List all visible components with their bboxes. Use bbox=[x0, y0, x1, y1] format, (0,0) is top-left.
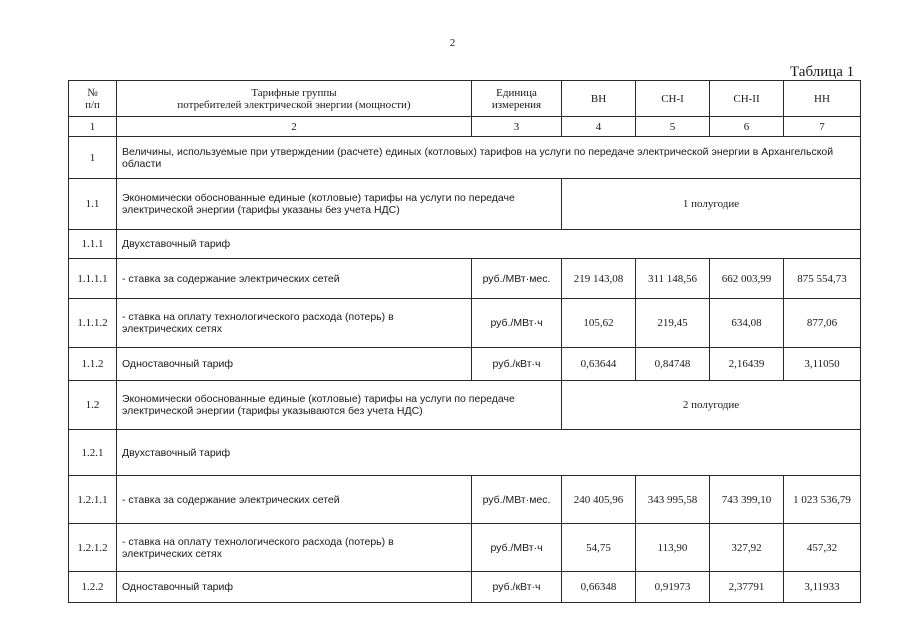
unit-cell: руб./МВт·ч bbox=[472, 299, 562, 348]
table-row bbox=[69, 259, 861, 299]
row-number: 1.2.2 bbox=[69, 572, 117, 603]
row-number: 1.1.1.1 bbox=[69, 259, 117, 299]
value-sn2: 2,16439 bbox=[710, 348, 784, 381]
row-number: 1.1 bbox=[69, 179, 117, 230]
row-label: Двухставочный тариф bbox=[117, 430, 861, 476]
value-sn1: 219,45 bbox=[636, 299, 710, 348]
value-nn: 3,11933 bbox=[784, 572, 861, 603]
header-row bbox=[69, 81, 861, 117]
row-label: Одноставочный тариф bbox=[117, 572, 472, 603]
column-number: 6 bbox=[710, 117, 784, 137]
column-number: 4 bbox=[562, 117, 636, 137]
header-sn1: СН-I bbox=[636, 81, 710, 117]
table-row bbox=[69, 524, 861, 572]
unit-cell: руб./МВт·ч bbox=[472, 524, 562, 572]
table-row bbox=[69, 430, 861, 476]
value-vn: 219 143,08 bbox=[562, 259, 636, 299]
header-group: Тарифные группы потребителей электрической энергии (мощности) bbox=[117, 81, 472, 117]
unit-cell: руб./кВт·ч bbox=[472, 572, 562, 603]
column-number: 3 bbox=[472, 117, 562, 137]
value-vn: 240 405,96 bbox=[562, 476, 636, 524]
table-row bbox=[69, 230, 861, 259]
value-sn2: 634,08 bbox=[710, 299, 784, 348]
table-row bbox=[69, 137, 861, 179]
header-unit: Единица измерения bbox=[472, 81, 562, 117]
row-label: - ставка на оплату технологического расхода (потерь) в электрических сетях bbox=[117, 299, 472, 348]
header-nn: НН bbox=[784, 81, 861, 117]
value-sn2: 662 003,99 bbox=[710, 259, 784, 299]
table-row bbox=[69, 299, 861, 348]
table-caption: Таблица 1 bbox=[790, 64, 855, 80]
table-row bbox=[69, 348, 861, 381]
table-row bbox=[69, 179, 861, 230]
column-number: 2 bbox=[117, 117, 472, 137]
header-vn: ВН bbox=[562, 81, 636, 117]
row-number: 1.1.2 bbox=[69, 348, 117, 381]
value-sn2: 743 399,10 bbox=[710, 476, 784, 524]
row-number: 1.1.1.2 bbox=[69, 299, 117, 348]
row-number: 1.2 bbox=[69, 381, 117, 430]
column-number: 7 bbox=[784, 117, 861, 137]
unit-cell: руб./МВт·мес. bbox=[472, 476, 562, 524]
period-label: 1 полугодие bbox=[562, 179, 861, 230]
value-nn: 875 554,73 bbox=[784, 259, 861, 299]
value-vn: 0,63644 bbox=[562, 348, 636, 381]
row-label: Экономически обоснованные единые (котловые) тарифы на услуги по передаче электрической энергии (тарифы указываются без учета НДС) bbox=[117, 381, 562, 430]
column-number: 1 bbox=[69, 117, 117, 137]
row-number: 1.2.1 bbox=[69, 430, 117, 476]
column-number: 5 bbox=[636, 117, 710, 137]
value-sn1: 0,91973 bbox=[636, 572, 710, 603]
header-num: № п/п bbox=[69, 81, 117, 117]
unit-cell: руб./кВт·ч bbox=[472, 348, 562, 381]
value-nn: 877,06 bbox=[784, 299, 861, 348]
value-sn1: 343 995,58 bbox=[636, 476, 710, 524]
unit-cell: руб./МВт·мес. bbox=[472, 259, 562, 299]
value-sn2: 2,37791 bbox=[710, 572, 784, 603]
page-number: 2 bbox=[449, 37, 456, 49]
table-row bbox=[69, 476, 861, 524]
row-label: - ставка за содержание электрических сетей bbox=[117, 259, 472, 299]
row-label: - ставка за содержание электрических сетей bbox=[117, 476, 472, 524]
table-row bbox=[69, 572, 861, 603]
value-sn1: 113,90 bbox=[636, 524, 710, 572]
value-vn: 0,66348 bbox=[562, 572, 636, 603]
column-number-row bbox=[69, 117, 861, 137]
row-label: - ставка на оплату технологического расхода (потерь) в электрических сетях bbox=[117, 524, 472, 572]
header-sn2: СН-II bbox=[710, 81, 784, 117]
row-label: Экономически обоснованные единые (котловые) тарифы на услуги по передаче электрической энергии (тарифы указаны без учета НДС) bbox=[117, 179, 562, 230]
row-number: 1.2.1.2 bbox=[69, 524, 117, 572]
row-label: Величины, используемые при утверждении (расчете) единых (котловых) тарифов на услуги по передаче электрической энергии в Архангельской области bbox=[117, 137, 861, 179]
value-sn1: 0,84748 bbox=[636, 348, 710, 381]
value-nn: 457,32 bbox=[784, 524, 861, 572]
row-number: 1.1.1 bbox=[69, 230, 117, 259]
value-sn2: 327,92 bbox=[710, 524, 784, 572]
value-vn: 105,62 bbox=[562, 299, 636, 348]
row-number: 1.2.1.1 bbox=[69, 476, 117, 524]
tariff-table bbox=[68, 80, 861, 603]
value-sn1: 311 148,56 bbox=[636, 259, 710, 299]
row-number: 1 bbox=[69, 137, 117, 179]
value-nn: 3,11050 bbox=[784, 348, 861, 381]
period-label: 2 полугодие bbox=[562, 381, 861, 430]
value-vn: 54,75 bbox=[562, 524, 636, 572]
row-label: Двухставочный тариф bbox=[117, 230, 861, 259]
table-row bbox=[69, 381, 861, 430]
row-label: Одноставочный тариф bbox=[117, 348, 472, 381]
value-nn: 1 023 536,79 bbox=[784, 476, 861, 524]
